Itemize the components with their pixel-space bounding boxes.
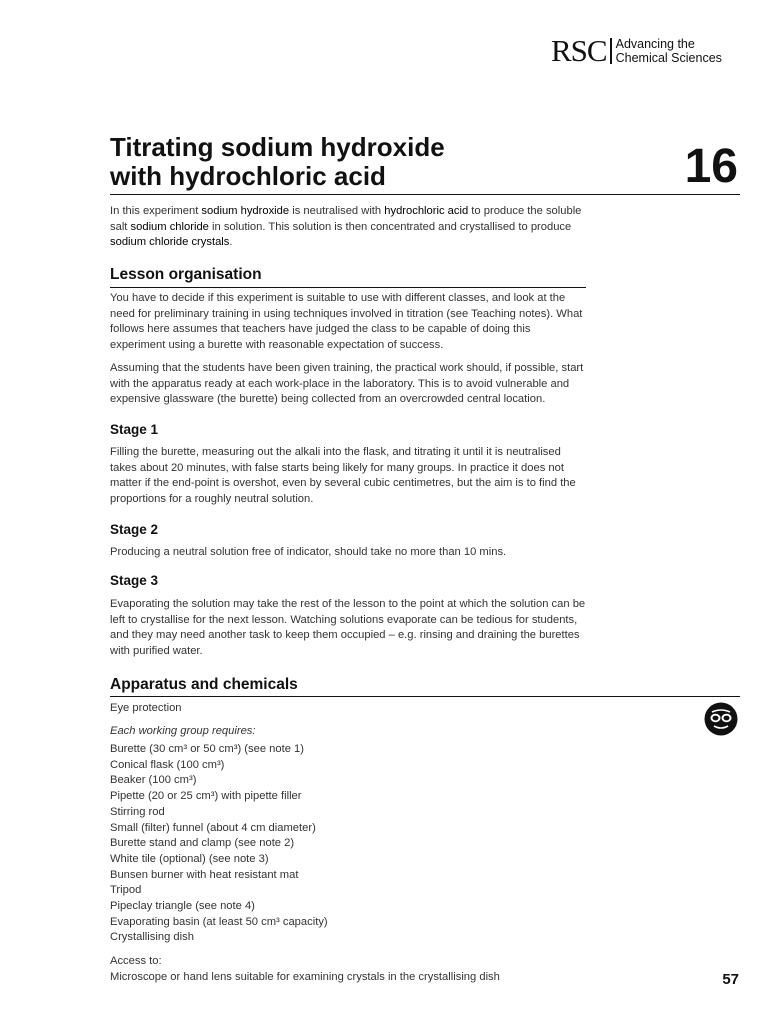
- keyword-sodium-chloride-crystals: sodium chloride crystals: [110, 236, 230, 249]
- tagline-line-1: Advancing the: [615, 37, 695, 51]
- list-item: White tile (optional) (see note 3): [110, 852, 269, 865]
- group-requirements-intro: Each working group requires:: [110, 725, 256, 737]
- logo-divider: [610, 38, 612, 64]
- stage-3-heading: Stage 3: [110, 573, 159, 588]
- rsc-logo-mark: RSC: [551, 33, 607, 68]
- list-item: Burette stand and clamp (see note 2): [110, 837, 295, 850]
- title-line-1: Titrating sodium hydroxide: [110, 132, 445, 162]
- tagline-line-2: Chemical Sciences: [615, 51, 722, 65]
- list-item: Evaporating basin (at least 50 cm³ capacity): [110, 915, 328, 928]
- list-item: Stirring rod: [110, 805, 165, 818]
- access-label: Access to:: [110, 955, 162, 967]
- experiment-number: 16: [684, 140, 738, 193]
- list-item: Pipette (20 or 25 cm³) with pipette filler: [110, 790, 302, 803]
- list-item: Small (filter) funnel (about 4 cm diameter): [110, 821, 316, 834]
- page-number: 57: [722, 971, 739, 988]
- lesson-heading-rule: [110, 287, 586, 288]
- intro-paragraph: In this experiment sodium hydroxide is neutralised with hydrochloric acid to produce the soluble salt sodium chloride in solution. This solution is then concentrated and crystallised to produce sodium chloride crystals.: [110, 205, 582, 249]
- list-item: Beaker (100 cm³): [110, 774, 197, 787]
- list-item: Crystallising dish: [110, 931, 194, 944]
- lesson-paragraph-2: Assuming that the students have been given training, the practical work should, if possible, start with the apparatus ready at each work-place in the laboratory. This is to avoid vulnerable and expensive glassware (the burette) being collected from an overcrowded central location.: [110, 362, 584, 406]
- list-item: Burette (30 cm³ or 50 cm³) (see note 1): [110, 743, 304, 755]
- keyword-sodium-chloride: sodium chloride: [130, 220, 209, 233]
- keyword-sodium-hydroxide: sodium hydroxide: [201, 205, 290, 217]
- title-rule: [110, 194, 740, 195]
- lesson-organisation-heading: Lesson organisation: [110, 266, 262, 283]
- eye-protection-text: Eye protection: [110, 702, 182, 714]
- title-line-2: with hydrochloric acid: [110, 161, 386, 191]
- stage-3-text: Evaporating the solution may take the rest of the lesson to the point at which the solution can be left to crystallise for the next lesson. Watching solutions evaporate can be tedious for students, and they may need another task to keep them occupied – e.g. rinsing and draining the burettes with purified water.: [110, 598, 586, 658]
- apparatus-heading: Apparatus and chemicals: [110, 676, 298, 693]
- stage-1-text: Filling the burette, measuring out the alkali into the flask, and titrating it until it is neutralised takes about 20 minutes, with false starts being likely for many groups. In practice it does not matter if the end-point is overshot, even by several cubic centimetres, but the aim is to find the proportions for a roughly neutral solution.: [110, 446, 576, 506]
- list-item: Conical flask (100 cm³): [110, 758, 225, 771]
- page-title: [110, 133, 445, 191]
- keyword-hydrochloric-acid: hydrochloric acid: [384, 205, 469, 217]
- eye-protection-goggles-icon: [704, 702, 738, 736]
- rsc-tagline: [616, 37, 722, 65]
- list-item: Bunsen burner with heat resistant mat: [110, 868, 299, 881]
- list-item: Tripod: [110, 884, 142, 897]
- access-item: Microscope or hand lens suitable for examining crystals in the crystallising dish: [110, 971, 500, 983]
- stage-2-text: Producing a neutral solution free of indicator, should take no more than 10 mins.: [110, 546, 507, 558]
- stage-1-heading: Stage 1: [110, 422, 159, 437]
- list-item: Pipeclay triangle (see note 4): [110, 900, 255, 913]
- apparatus-heading-rule: [110, 696, 740, 697]
- apparatus-list: [110, 742, 328, 946]
- stage-2-heading: Stage 2: [110, 522, 159, 537]
- lesson-paragraph-1: You have to decide if this experiment is suitable to use with different classes, and look at the need for preliminary training in using techniques involved in titration (see Teaching notes). What follows here assumes that teachers have judged the class to be capable of doing this experiment using a burette with reasonable expectation of success.: [110, 292, 583, 352]
- rsc-logo: [551, 33, 722, 68]
